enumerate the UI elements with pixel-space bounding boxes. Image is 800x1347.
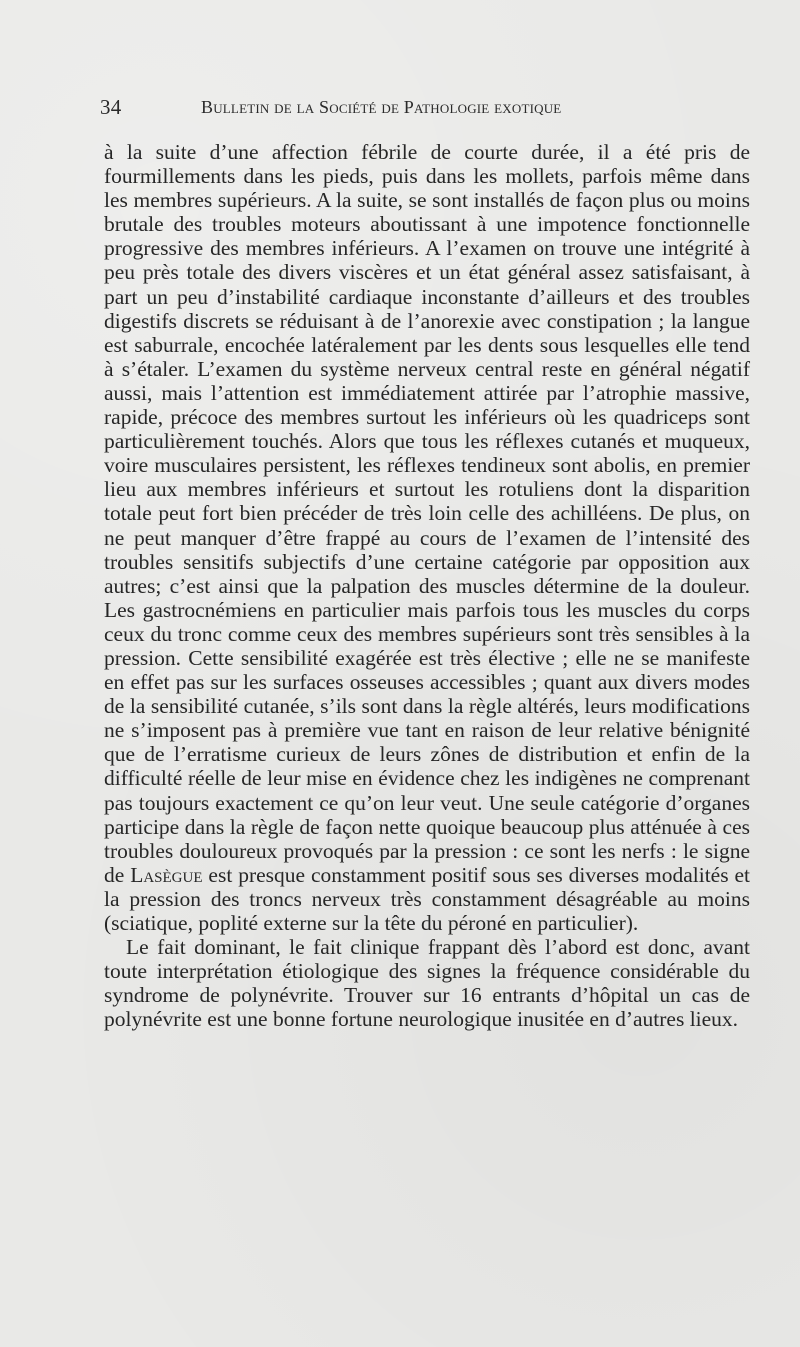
body-paragraph-1 [104,140,750,935]
body-paragraph-2: Le fait dominant, le fait clinique frappant dès l’abord est donc, avant toute interprétation étiologique des signes la fréquence considérable du syndrome de polynévrite. Trouver sur 16 entrants d’hôpital un cas de polynévrite est une bonne fortune neurologique inusitée en d’autres lieux. [104,935,750,1032]
running-title: Bulletin de la Société de Pathologie exotique [201,97,562,117]
paragraph-1-text-after: est presque constamment positif sous ses diverses modalités et la pression des troncs nerveux très constamment désagréable au moins (sciatique, poplité externe sur la tête du péroné en particulier). [104,862,751,935]
paragraph-1-text-before: à la suite d’une affection fébrile de courte durée, il a été pris de fourmillements dans les pieds, puis dans les mollets, parfois même dans les membres supérieurs. A la suite, se sont installés de façon plus ou moins brutale des troubles moteurs aboutissant à une impotence fonctionnelle progressive des membres inférieurs. A l’examen on trouve une intégrité à peu près totale des divers viscères et un état général assez satisfaisant, à part un peu d’instabilité cardiaque inconstante d’ailleurs et des troubles digestifs discrets se réduisant à de l’anorexie avec constipation ; la langue est saburrale, encochée latéralement par les dents sous lesquelles elle tend à s’étaler. L’examen du système nerveux central reste en général négatif aussi, mais l’attention est immédiatement attirée par l’atrophie massive, rapide, précoce des membres surtout les inférieurs où les quadriceps sont particulièrement touchés. Alors que tous les réflexes cutanés et muqueux, voire musculaires persistent, les réflexes tendineux sont abolis, en premier lieu aux membres inférieurs et surtout les rotuliens dont la disparition totale peut fort bien précéder de très loin celle des achilléens. De plus, on ne peut manquer d’être frappé au cours de l’examen de l’intensité des troubles sensitifs subjectifs d’une certaine catégorie par opposition aux autres; c’est ainsi que la palpation des muscles détermine de la douleur. Les gastrocnémiens en particulier mais parfois tous les muscles du corps ceux du tronc comme ceux des membres supérieurs sont très sensibles à la pression. Cette sensibilité exagérée est très élective ; elle ne se manifeste en effet pas sur les surfaces osseuses accessibles ; quant aux divers modes de la sensibilité cutanée, s’ils sont dans la règle altérés, leurs modifications ne s’imposent pas à première vue tant en raison de leur relative bénignité que de l’erratisme curieux de leurs zônes de distribution et enfin de la difficulté réelle de leur mise en évidence chez les indigènes ne comprenant pas toujours exactement ce qu’on leur veut. Une seule catégorie d’organes participe dans la règle de façon nette quoique beaucoup plus atténuée à ces troubles douloureux provoqués par la pression : ce sont les nerfs : le signe de [104,140,750,887]
page-number: 34 [100,95,122,119]
lasegue-name: Lasègue [130,862,203,887]
page-header [100,95,660,121]
article-body [104,140,750,1031]
